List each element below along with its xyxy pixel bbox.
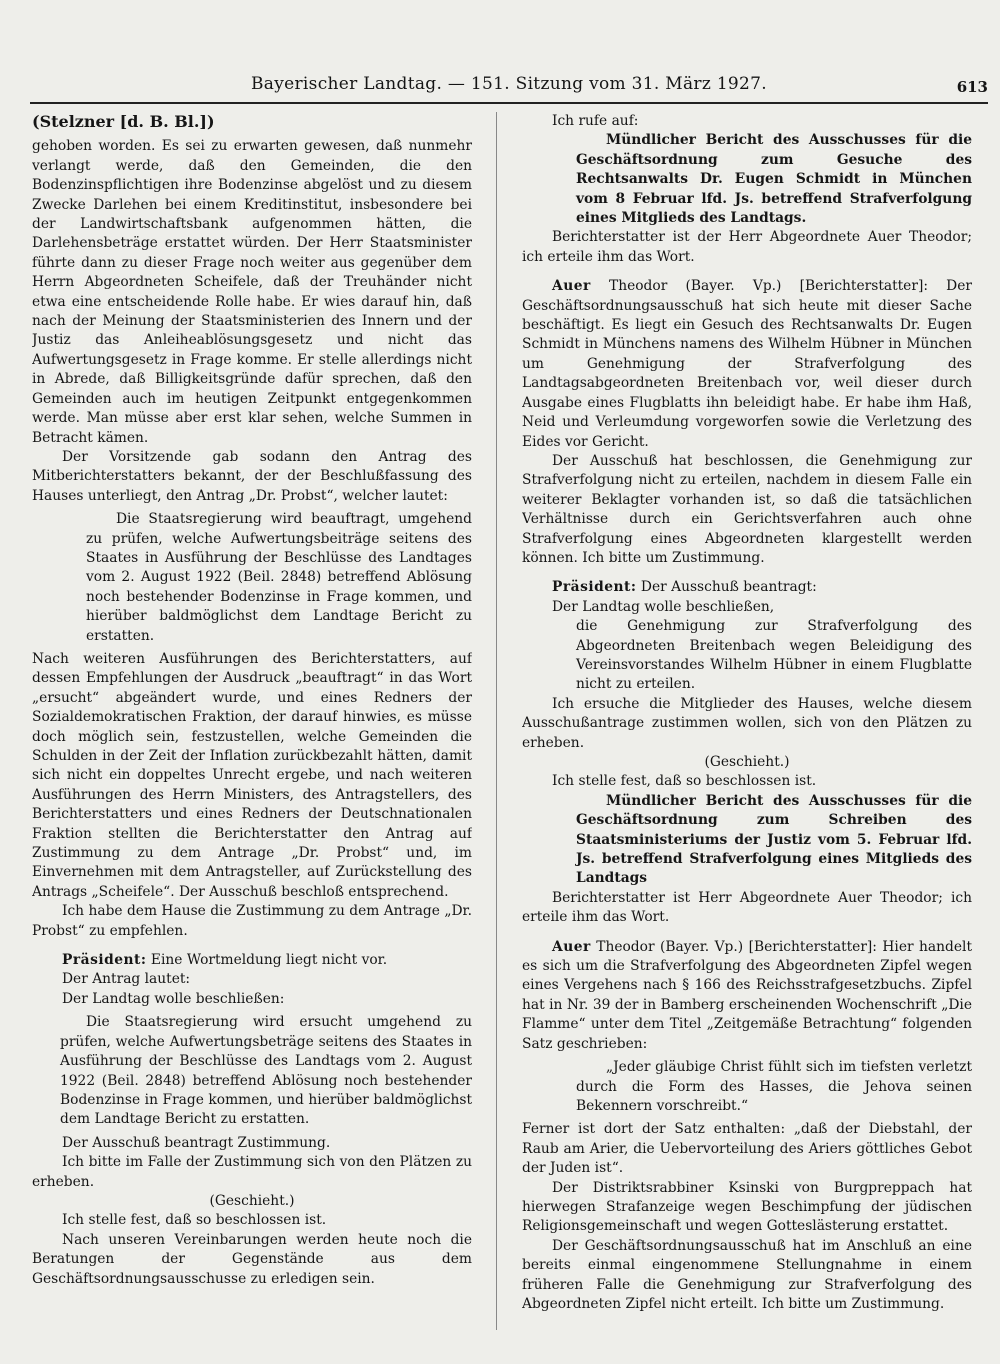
paragraph: Der Ausschuß beantragt Zustimmung. <box>62 1134 331 1151</box>
paragraph: Ich habe dem Hause die Zustimmung zu dem Antrage „Dr. Probst“ zu empfehlen. <box>32 903 472 939</box>
paragraph: gehoben worden. Es sei zu erwarten gewesen, daß nunmehr verlangt werde, daß den Gemeinden, die den Bodenzinspflichtigen ihre Bodenzinse abgelöst und zu diesem Zwecke Darlehen bei einem Kreditinstitut, insbesondere bei der Landwirtschaftsbank aufgenommen hätten, die Darlehensbeträge erstattet würden. Der Herr Staatsminister führte dann zu dieser Frage noch weiter aus gegenüber dem Herrn Abgeordneten Scheifele, daß der Treuhänder nicht etwa eine entscheidende Rolle habe. Er wies darauf hin, daß nach der Meinung der Staatsministerien des Innern und der Justiz das Anleiheablösungsgesetz und nicht das Aufwertungsgesetz in Frage komme. Er stelle allerdings nicht in Abrede, daß Billigkeitsgründe dafür sprechen, daß den Gemeinden auch im heutigen Zeitpunkt entgegenkommen werde. Man müsse aber erst klar sehen, welche Summen in Betracht kämen. <box>32 138 472 446</box>
speaker-name: Auer <box>552 938 591 955</box>
paragraph: Ich ersuche die Mitglieder des Hauses, welche diesem Ausschußantrage zustimmen wollen, sich von den Plätzen zu erheben. <box>522 695 972 751</box>
paragraph: Berichterstatter ist Herr Abgeordnete Auer Theodor; ich erteile ihm das Wort. <box>522 889 972 926</box>
stage-direction: (Geschieht.) <box>209 1192 295 1209</box>
statement-text: Eine Wortmeldung liegt nicht vor. <box>146 952 388 969</box>
paragraph: Der Geschäftsordnungsausschuß hat im Anschluß an eine bereits einmal eingenommene Stellungnahme in einem früheren Falle die Genehmigung zur Strafverfolgung des Abgeordneten Zipfel nicht erteilt. Ich bitte um Zustimmung. <box>522 1237 972 1312</box>
paragraph: Ich stelle fest, daß so beschlossen ist. <box>62 1212 327 1229</box>
president-statement <box>522 578 972 597</box>
quoted-motion: die Genehmigung zur Strafverfolgung des Abgeordneten Breitenbach wegen Beleidigung des Vereinsvorstandes Wilhelm Hübner in einem Flugblatte nicht zu erteilen. <box>576 618 972 693</box>
paragraph: Nach unseren Vereinbarungen werden heute noch die Beratungen der Gegenstände aus dem Geschäftsordnungsausschusse zu erledigen sein. <box>32 1231 472 1287</box>
quoted-motion: Die Staatsregierung wird beauftragt, umgehend zu prüfen, welche Aufwertungsbeiträge seitens des Staates in Ausführung der Beschlüsse des Landtages vom 2. August 1922 (Beil. 2848) betreffend Ablösung noch bestehender Bodenzinse in Frage kommen, und hierüber baldmöglichst dem Landtage Bericht zu erstatten. <box>86 511 472 644</box>
right-column <box>522 112 972 1337</box>
paragraph: Der Landtag wolle beschließen, <box>552 598 775 615</box>
paragraph: Der Antrag lautet: <box>62 971 191 988</box>
running-title: Bayerischer Landtag. — 151. Sitzung vom 31. März 1927. <box>251 74 767 94</box>
speaker-name: Auer <box>552 278 591 295</box>
paragraph: Ich rufe auf: <box>552 113 639 129</box>
speech <box>522 938 972 1054</box>
paragraph: Der Landtag wolle beschließen: <box>62 990 285 1007</box>
speaker-continuation-head: (Stelzner [d. B. Bl.]) <box>32 112 215 131</box>
paragraph: Ich stelle fest, daß so beschlossen ist. <box>552 773 817 790</box>
paragraph: Der Distriktsrabbiner Ksinski von Burgpreppach hat hierwegen Strafanzeige wegen Beschimpfung der jüdischen Religionsgemeinschaft und wegen Gotteslästerung erstattet. <box>522 1179 972 1235</box>
paragraph: Berichterstatter ist der Herr Abgeordnete Auer Theodor; ich erteile ihm das Wort. <box>522 229 972 265</box>
column-divider <box>496 112 497 1330</box>
speech-text: Theodor (Bayer. Vp.) [Berichterstatter]: Der Geschäftsordnungsausschuß hat sich heute mit dieser Sache beschäftigt. Es liegt ein Gesuch des Rechtsanwalts Dr. Eugen Schmidt in Münchens namens des Wilhelm Hübner in München um Genehmigung der Strafverfolgung des Landtagsabgeordneten Breitenbach vor, weil dieser durch Ausgabe eines Flugblatts ihn beleidigt habe. Er habe ihm Haß, Neid und Verleumdung vorgeworfen sowie die Verletzung des Eides vor Gericht. <box>522 278 972 450</box>
paragraph: Ferner ist dort der Satz enthalten: „daß der Diebstahl, der Raub am Arier, die Uebervorteilung des Ariers göttliches Gebot der Juden ist“. <box>522 1121 972 1177</box>
president-statement <box>32 951 472 970</box>
paragraph: Ich bitte im Falle der Zustimmung sich von den Plätzen zu erheben. <box>32 1154 472 1190</box>
paragraph: Der Ausschuß hat beschlossen, die Genehmigung zur Strafverfolgung nicht zu erteilen, nachdem in diesem Falle ein weiterer Beklagter vorhanden ist, so daß die tatsächlichen Verhältnisse durch ein Gerichtsverfahren auch ohne Strafverfolgung eines Abgeordneten klargestellt werden können. Ich bitte um Zustimmung. <box>522 452 972 566</box>
speech-text: Theodor (Bayer. Vp.) [Berichterstatter]: Hier handelt es sich um die Strafverfolgung des Abgeordneten Zipfel wegen eines Vergehens nach § 166 des Reichsstrafgesetzbuchs. Zipfel hat in Nr. 39 der in Bamberg erscheinenden Wochenschrift „Die Flamme“ unter dem Titel „Zeitgemäße Betrachtung“ folgenden Satz geschrieben: <box>522 938 972 1052</box>
agenda-item: Mündlicher Bericht des Ausschusses für die Geschäftsordnung zum Gesuche des Rechtsanwalts Dr. Eugen Schmidt in München vom 8 Februar lfd. Js. betreffend Strafverfolgung eines Mitglieds des Landtags. <box>576 132 972 227</box>
stage-direction: (Geschieht.) <box>704 754 790 770</box>
left-column <box>32 112 472 1337</box>
speaker-name: Präsident: <box>552 579 637 596</box>
page-number: 613 <box>956 78 988 96</box>
speaker-name: Präsident: <box>62 952 147 969</box>
quoted-motion: Die Staatsregierung wird ersucht umgehend zu prüfen, welche Aufwertungsbeträge seitens des Staates in Ausführung der Beschlüsse des Landtags vom 2. August 1922 (Beil. 2848) betreffend Ablösung noch bestehender Bodenzinse in Frage kommen, und hierüber baldmöglichst dem Landtage Bericht zu erstatten. <box>60 1014 472 1128</box>
agenda-item: Mündlicher Bericht des Ausschusses für die Geschäftsordnung zum Schreiben des Staatsministeriums der Justiz vom 5. Februar lfd. Js. betreffend Strafverfolgung eines Mitglieds des Landtags <box>576 792 972 887</box>
quotation: „Jeder gläubige Christ fühlt sich im tiefsten verletzt durch die Form des Hasses, die Jehova seinen Bekennern vorschreibt.“ <box>576 1059 972 1114</box>
paragraph: Der Vorsitzende gab sodann den Antrag des Mitberichterstatters bekannt, der der Beschlußfassung des Hauses unterliegt, den Antrag „Dr. Probst“, welcher lautet: <box>32 448 472 504</box>
paragraph: Nach weiteren Ausführungen des Berichterstatters, auf dessen Empfehlungen der Ausdruck „beauftragt“ in das Wort „ersucht“ abgeändert wurde, und eines Redners der Sozialdemokratischen Fraktion, der darauf hinwies, es müsse doch möglich sein, festzustellen, welche Gemeinden die Schulden in der Zeit der Inflation zurückbezahlt hätten, damit sich nicht ein doppeltes Unrecht ergebe, und nach weiteren Ausführungen des Herrn Ministers, des Antragstellers, des Berichterstatters und eines Redners der Deutschnationalen Fraktion stellten die Berichterstatter den Antrag auf Zustimmung zu dem Antrage „Dr. Probst“ und, im Einvernehmen mit dem Antragsteller, auf Zurückstellung des Antrags „Scheifele“. Der Ausschuß beschloß entsprechend. <box>32 650 472 900</box>
page-header <box>30 72 988 104</box>
statement-text: Der Ausschuß beantragt: <box>636 579 817 596</box>
speech <box>522 277 972 452</box>
